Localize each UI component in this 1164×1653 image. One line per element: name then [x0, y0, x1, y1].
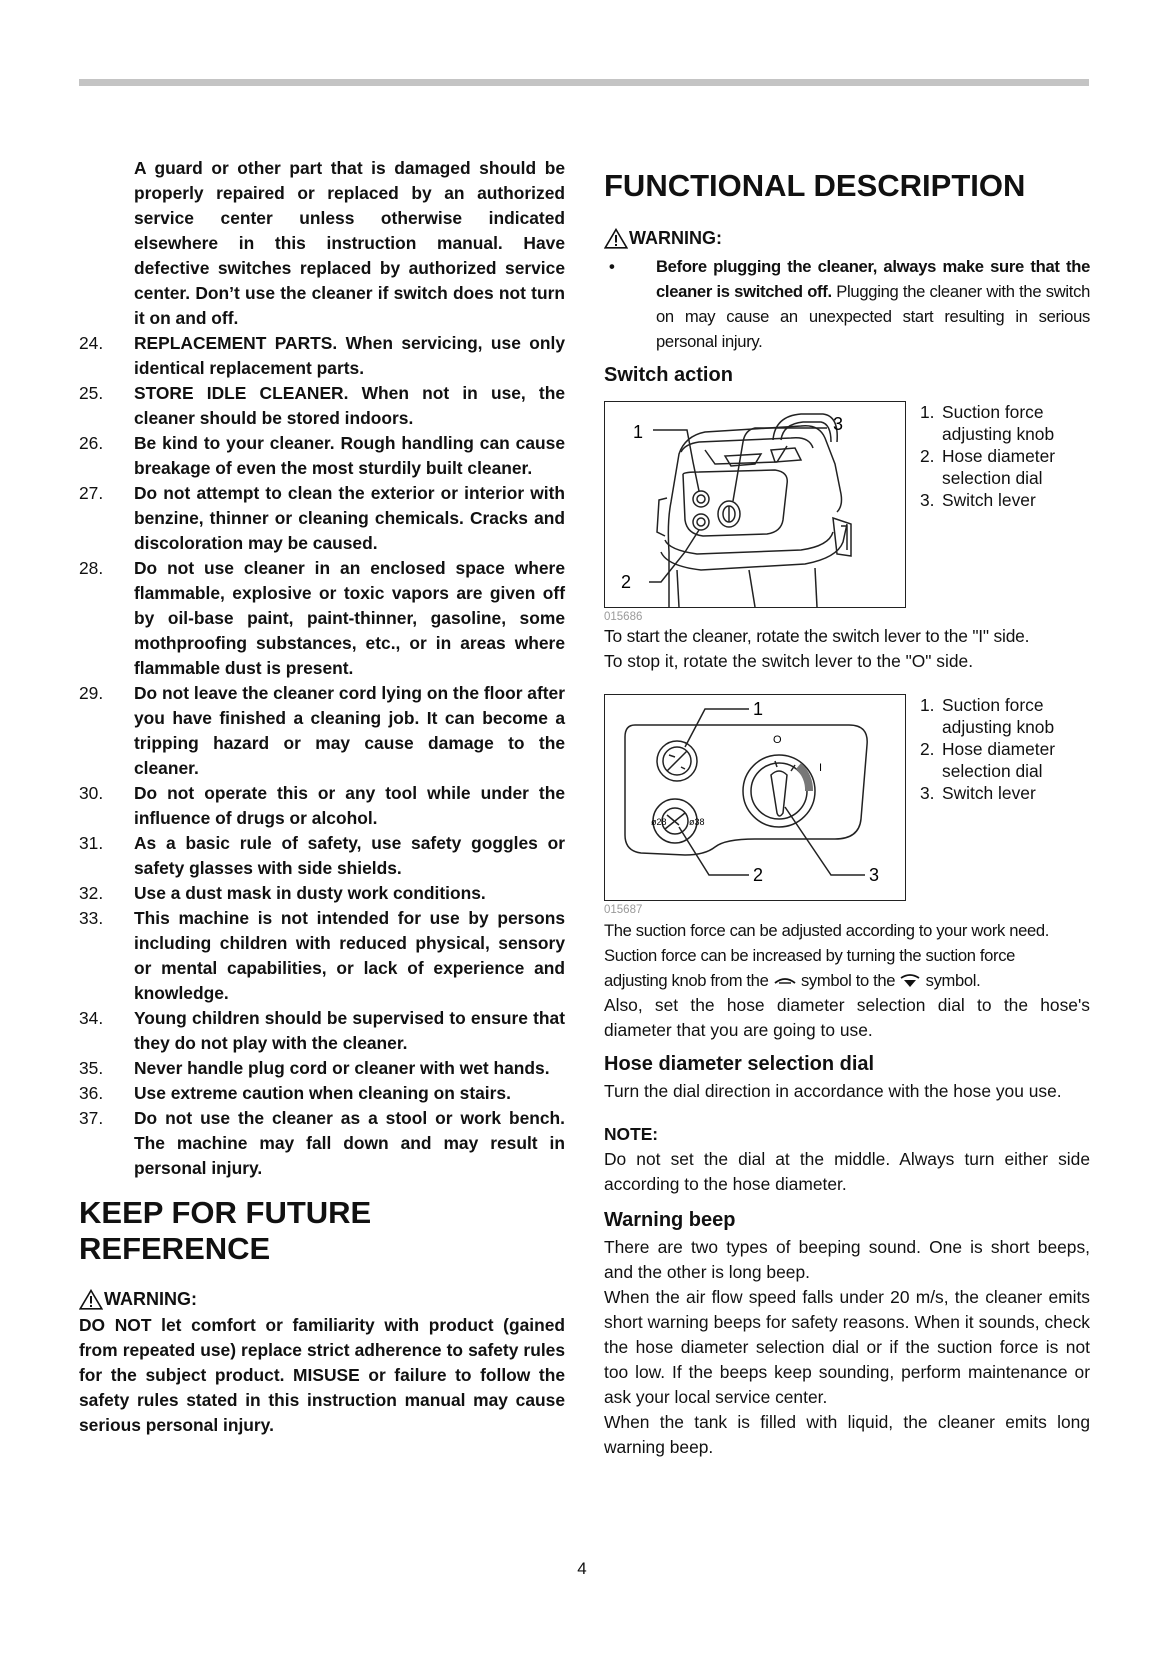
- rule-item: [79, 781, 565, 831]
- rule-number: 30.: [79, 783, 104, 803]
- rule-text: Young children should be supervised to ensure that they do not play with the cleaner.: [134, 1008, 565, 1053]
- low-suction-symbol-icon: [773, 975, 797, 989]
- warning-rest-text: Plugging the cleaner with the switch on may cause an unexpected start resulting in serious personal injury.: [656, 282, 1091, 351]
- rule-number: 28.: [79, 558, 104, 578]
- functional-warning-label: WARNING:: [604, 227, 1090, 249]
- hose-label-38: ø38: [689, 817, 705, 827]
- rule-text: REPLACEMENT PARTS. When servicing, use only identical replacement parts.: [134, 333, 565, 378]
- page-number: 4: [577, 1559, 587, 1578]
- switch-on-segment: [796, 763, 813, 791]
- cleaner-top-illustration: [605, 402, 905, 607]
- rule-number: 29.: [79, 683, 104, 703]
- rule-item: [79, 681, 565, 781]
- note-label: NOTE:: [604, 1124, 659, 1144]
- safety-rules-list: [79, 331, 565, 1181]
- rule-number: 37.: [79, 1108, 104, 1128]
- control-panel-illustration: [605, 695, 905, 900]
- callout-3: 3: [869, 865, 880, 885]
- right-column: [604, 156, 1090, 1460]
- suction-text-4: Also, set the hose diameter selection dial to the hose's diameter that you are going to use.: [604, 995, 1090, 1040]
- dial-label-i: I: [819, 762, 823, 774]
- figure-1: [604, 401, 1090, 608]
- beep-text-3: When the tank is filled with liquid, the cleaner emits long warning beep.: [604, 1412, 1090, 1457]
- rule-number: 35.: [79, 1058, 104, 1078]
- rule-item: [79, 1106, 565, 1181]
- callout-2: 2: [753, 865, 764, 885]
- rule-number: 27.: [79, 483, 104, 503]
- bullet: •: [609, 257, 615, 276]
- suction-text-2: Suction force can be increased by turning the suction force: [604, 946, 1016, 965]
- figure-1-illustration: [604, 401, 906, 608]
- rule-number: 31.: [79, 833, 104, 853]
- callout-2: 2: [621, 572, 632, 592]
- suction-text-1: The suction force can be adjusted according to your work need.: [604, 921, 1050, 940]
- rule-number: 26.: [79, 433, 104, 453]
- rule-item: [79, 1056, 565, 1081]
- rule-item: [79, 831, 565, 881]
- figure-2: [604, 694, 1090, 901]
- rule-text: Do not attempt to clean the exterior or interior with benzine, thinner or cleaning chemicals. Cracks and discoloration may be caused.: [134, 483, 565, 553]
- warning-bold-text: Before plugging the cleaner, always make sure that the cleaner is switched off.: [656, 257, 1090, 301]
- rule-text: Use extreme caution when cleaning on stairs.: [134, 1083, 511, 1103]
- functional-warning-item: [604, 254, 1090, 354]
- callout-1: 1: [753, 699, 764, 719]
- rule-item: [79, 481, 565, 556]
- rule-text: Do not use the cleaner as a stool or work bench. The machine may fall down and may result in personal injury.: [134, 1108, 565, 1178]
- rule-item: [79, 381, 565, 431]
- rule-text: Do not use cleaner in an enclosed space where flammable, explosive or toxic vapors are given off by oil-base paint, paint-thinner, gasoline, some mothproofing substances, etc., or in areas where flammable dust is present.: [134, 558, 565, 678]
- keep-heading-line-2: REFERENCE: [79, 1231, 271, 1266]
- rule-number: 32.: [79, 883, 104, 903]
- rule-text: Never handle plug cord or cleaner with wet hands.: [134, 1058, 550, 1078]
- header-rule: [79, 79, 1089, 86]
- suction-text-3: adjusting knob from the symbol to the symbol.: [604, 971, 981, 990]
- rule-text: Be kind to your cleaner. Rough handling can cause breakage of even the most sturdily built cleaner.: [134, 433, 565, 478]
- keep-heading: [79, 1195, 565, 1267]
- rule-number: 34.: [79, 1008, 104, 1028]
- rule-number: 33.: [79, 908, 104, 928]
- rule-item: [79, 906, 565, 1006]
- switch-start-text: To start the cleaner, rotate the switch lever to the "I" side.: [604, 626, 1030, 646]
- guard-paragraph: A guard or other part that is damaged should be properly repaired or replaced by an authorized service center unless otherwise indicated elsewhere in this instruction manual. Have defective switches replaced by authorized service center. Don’t use the cleaner if switch does not turn it on and off.: [134, 158, 565, 328]
- rule-text: Use a dust mask in dusty work conditions.: [134, 883, 486, 903]
- rule-item: [79, 431, 565, 481]
- callout-3: 3: [833, 414, 844, 434]
- figure-2-legend: 1. Suction force adjusting knob 2. Hose diameter selection dial 3. Switch lever: [920, 695, 1056, 803]
- rule-text: Do not operate this or any tool while under the influence of drugs or alcohol.: [134, 783, 565, 828]
- functional-description-heading: FUNCTIONAL DESCRIPTION: [604, 168, 1026, 203]
- hose-label-28: ø28: [651, 817, 667, 827]
- rule-text: Do not leave the cleaner cord lying on the floor after you have finished a cleaning job. It can become a tripping hazard or may cause damage to the cleaner.: [134, 683, 565, 778]
- keep-warning-text: DO NOT let comfort or familiarity with product (gained from repeated use) replace strict adherence to safety rules for the subject product. MISUSE or failure to follow the safety rules stated in this instruction manual may cause serious personal injury.: [79, 1315, 565, 1435]
- rule-number: 24.: [79, 333, 104, 353]
- rule-number: 36.: [79, 1083, 104, 1103]
- rule-text: This machine is not intended for use by persons including children with reduced physical, sensory or mental capabilities, or lack of experience and knowledge.: [134, 908, 565, 1003]
- rule-item: [79, 331, 565, 381]
- switch-action-heading: Switch action: [604, 364, 733, 386]
- switch-stop-text: To stop it, rotate the switch lever to the "O" side.: [604, 651, 974, 671]
- keep-heading-line-1: KEEP FOR FUTURE: [79, 1195, 372, 1230]
- rule-text: As a basic rule of safety, use safety goggles or safety glasses with side shields.: [134, 833, 565, 878]
- warning-triangle-icon: [604, 228, 628, 249]
- left-column: [79, 156, 565, 1438]
- figure-1-legend: 1. Suction force adjusting knob 2. Hose diameter selection dial 3. Switch lever: [920, 402, 1056, 510]
- figure-2-code: 015687: [604, 904, 643, 916]
- beep-text-2: When the air flow speed falls under 20 m/s, the cleaner emits short warning beeps for safety reasons. When it sounds, check the hose diameter selection dial or if the suction force is not too low. If the beeps keep sounding, perform maintenance or ask your local service center.: [604, 1287, 1090, 1407]
- rule-text: STORE IDLE CLEANER. When not in use, the cleaner should be stored indoors.: [134, 383, 565, 428]
- dial-label-o: O: [773, 734, 782, 746]
- figure-1-code: 015686: [604, 611, 643, 623]
- warning-triangle-icon: [79, 1289, 103, 1310]
- rule-number: 25.: [79, 383, 104, 403]
- note-text: Do not set the dial at the middle. Always turn either side according to the hose diameter.: [604, 1149, 1090, 1194]
- figure-2-illustration: [604, 694, 906, 901]
- rule-item: [79, 1006, 565, 1056]
- hose-dial-text: Turn the dial direction in accordance with the hose you use.: [604, 1081, 1062, 1101]
- hose-dial-heading: Hose diameter selection dial: [604, 1053, 875, 1075]
- callout-1: 1: [633, 422, 644, 442]
- rule-item: [79, 556, 565, 681]
- high-suction-symbol-icon: [899, 974, 921, 990]
- beep-text-1: There are two types of beeping sound. One is short beeps, and the other is long beep.: [604, 1237, 1090, 1282]
- rule-item: [79, 881, 565, 906]
- rule-item: [79, 1081, 565, 1106]
- warning-beep-heading: Warning beep: [604, 1209, 736, 1231]
- keep-warning-label: WARNING:: [79, 1288, 565, 1310]
